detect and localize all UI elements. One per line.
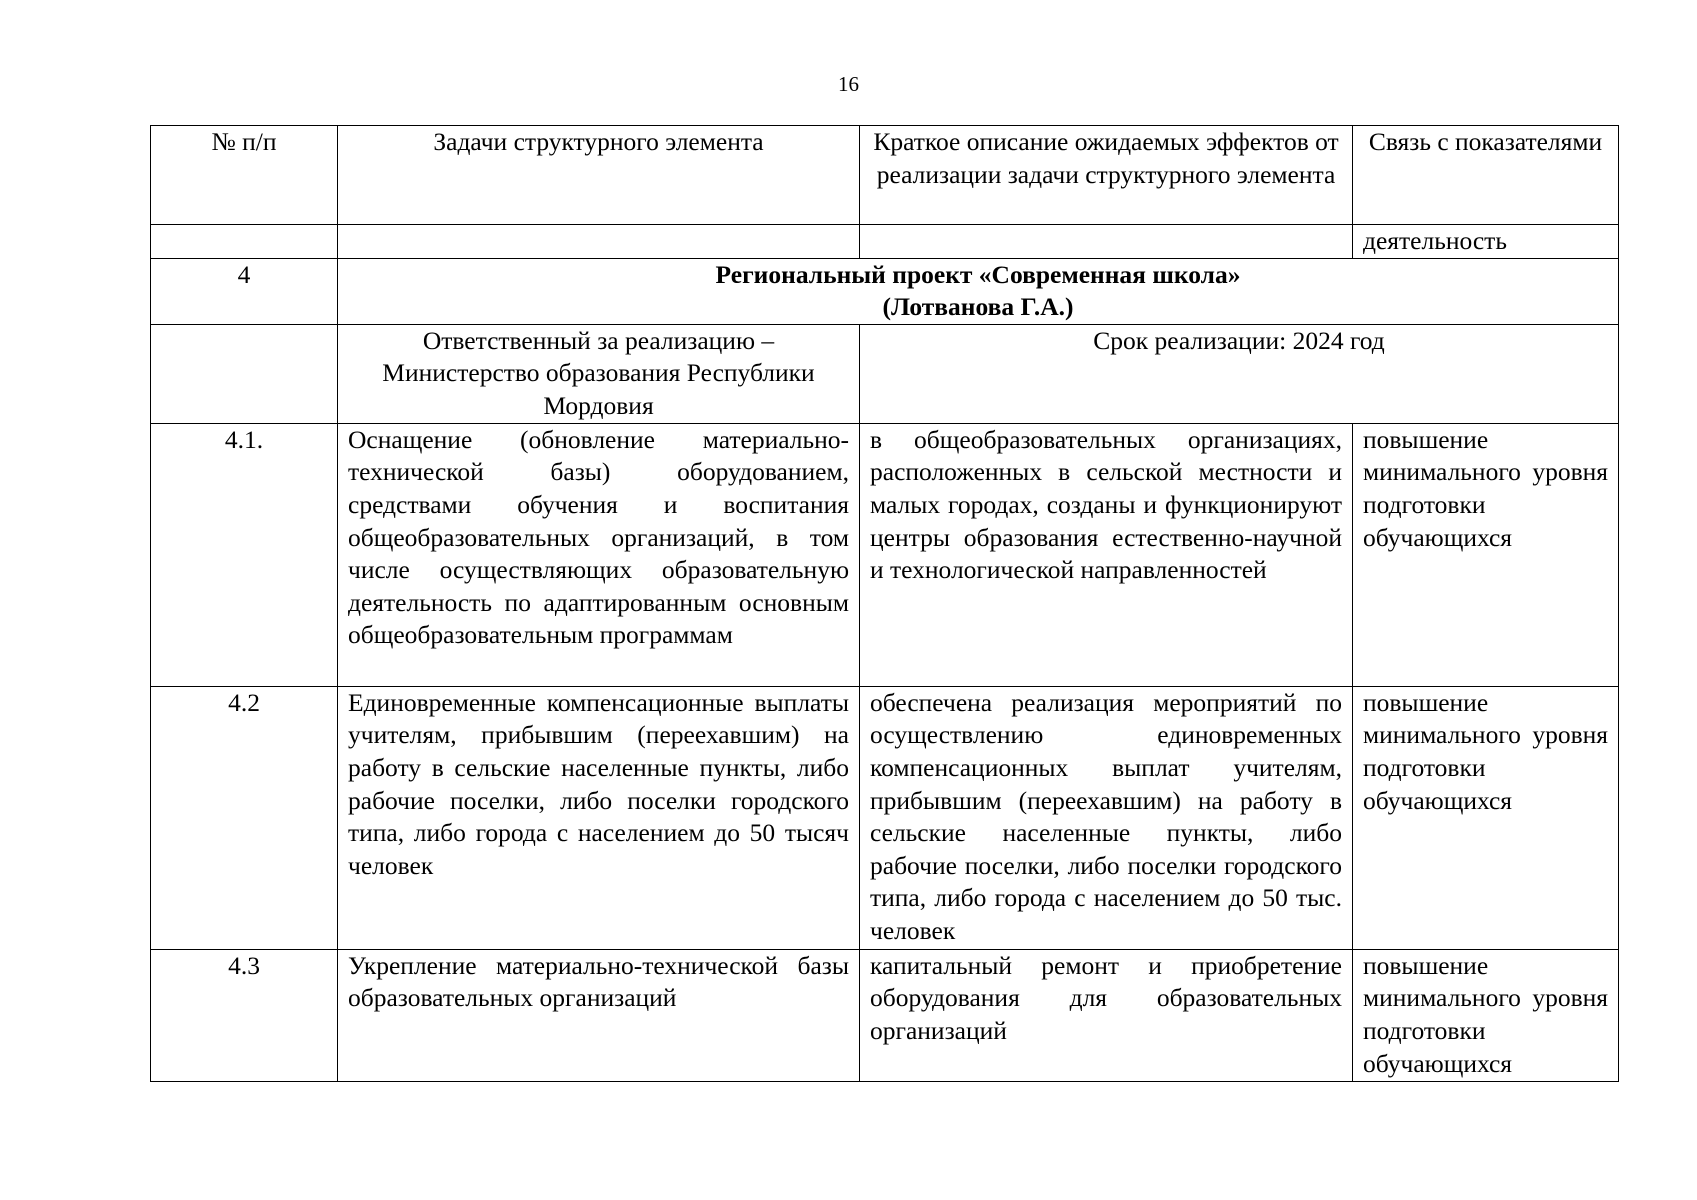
continuation-row [151,225,1619,259]
row-effect: обеспечена реализация мероприятий по осуществлению единовременных компенсационных выплат учителям, прибывшим (переехавшим) на работу в сельские населенные пункты, либо рабочие поселки, либо поселки городского типа, либо города с населением до 50 тыс. человек [860,686,1353,949]
row-link: повышение минимального уровня подготовки обучающихся [1353,423,1619,686]
page-number: 16 [838,72,859,96]
table-row [151,949,1619,1081]
table-row [151,423,1619,686]
header-num: № п/п [151,126,338,225]
responsible-row [151,324,1619,423]
header-tasks: Задачи структурного элемента [338,126,860,225]
project-row [151,258,1619,324]
row-effect: в общеобразовательных организациях, расположенных в сельской местности и малых городах, созданы и функционируют центры образования естественно-научной и технологической направленностей [860,423,1353,686]
row-num: 4.2 [151,686,338,949]
continuation-effect-cell [860,225,1353,259]
header-effects: Краткое описание ожидаемых эффектов от реализации задачи структурного элемента [860,126,1353,225]
row-effect: капитальный ремонт и приобретение оборудования для образовательных организаций [860,949,1353,1081]
row-task: Укрепление материально-технической базы образовательных организаций [338,949,860,1081]
responsible-text: Ответственный за реализацию – Министерство образования Республики Мордовия [338,324,860,423]
implementation-period: Срок реализации: 2024 год [860,324,1619,423]
continuation-link-cell: деятельность [1353,225,1619,259]
row-link: повышение минимального уровня подготовки обучающихся [1353,686,1619,949]
responsible-num-cell [151,324,338,423]
row-num: 4.1. [151,423,338,686]
project-title-line1: Региональный проект «Современная школа» [715,259,1241,289]
table-header-row [151,126,1619,225]
row-num: 4.3 [151,949,338,1081]
continuation-num-cell [151,225,338,259]
project-title [338,258,1619,324]
project-num: 4 [151,258,338,324]
continuation-task-cell [338,225,860,259]
row-link: повышение минимального уровня подготовки обучающихся [1353,949,1619,1081]
table-row [151,686,1619,949]
row-task: Единовременные компенсационные выплаты учителям, прибывшим (переехавшим) на работу в сельские населенные пункты, либо рабочие поселки, либо поселки городского типа, либо города с населением до 50 тысяч человек [338,686,860,949]
header-link: Связь с показателями [1353,126,1619,225]
project-title-line2: (Лотванова Г.А.) [882,292,1074,322]
structural-element-table [150,125,1619,1082]
row-task: Оснащение (обновление материально-технической базы) оборудованием, средствами обучения и воспитания общеобразовательных организаций, в том числе осуществляющих образовательную деятельность по адаптированным основным общеобразовательным программам [338,423,860,686]
